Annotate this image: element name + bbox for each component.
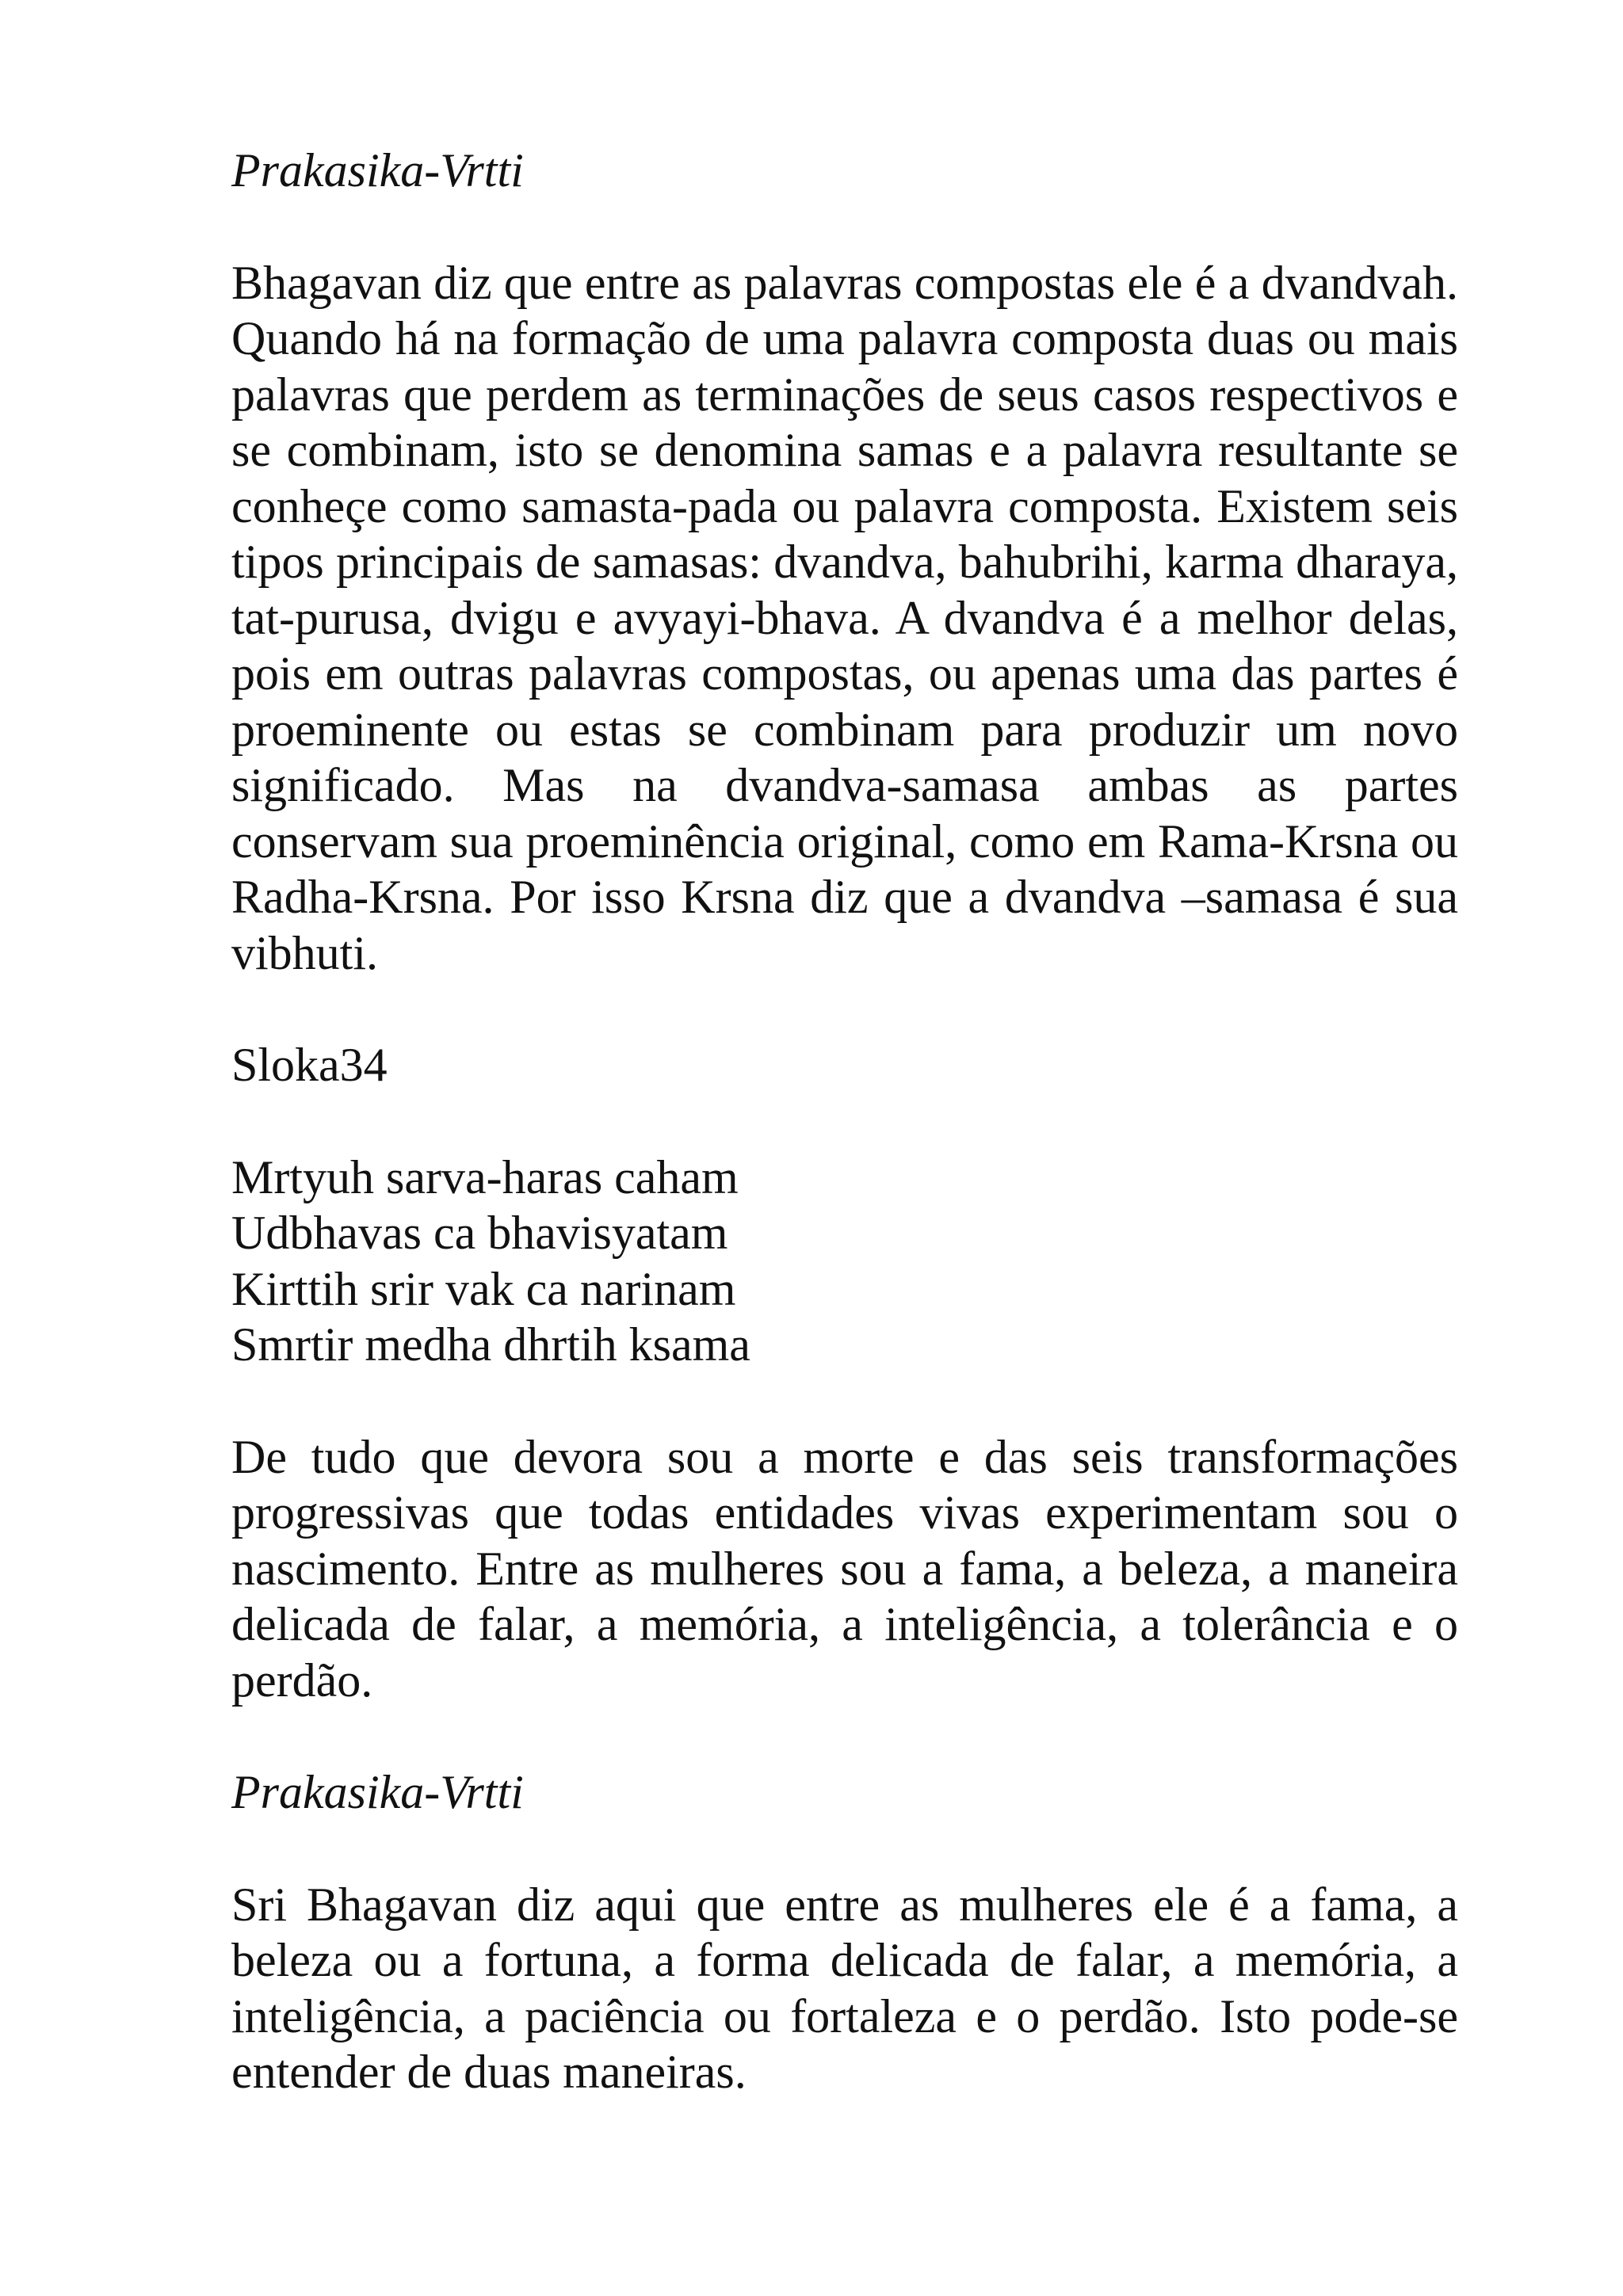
verse-line: Mrtyuh sarva-haras caham: [231, 1150, 739, 1203]
spacer: [231, 1373, 1458, 1429]
spacer: [231, 199, 1458, 255]
translation-paragraph: De tudo que devora sou a morte e das seis transformações progressivas que todas entidades vivas experimentam sou o nascimento. Entre as mulheres sou a fama, a beleza, a maneira delicada de falar, a memória, a inteligência, a tolerância e o perdão.: [231, 1430, 1458, 1707]
verse-line: Udbhavas ca bhavisyatam: [231, 1207, 728, 1259]
commentary-paragraph: Sri Bhagavan diz aqui que entre as mulheres ele é a fama, a beleza ou a fortuna, a forma delicada de falar, a memória, a inteligência, a paciência ou fortaleza e o perdão. Isto pode-se entender de duas maneiras.: [231, 1878, 1458, 2098]
document-page: [231, 143, 1458, 2100]
verse-line: Smrtir medha dhrtih ksama: [231, 1318, 750, 1371]
section-heading: Prakasika-Vrtti: [231, 1766, 524, 1818]
spacer: [231, 1821, 1458, 1877]
spacer: [231, 1093, 1458, 1150]
spacer: [231, 1708, 1458, 1764]
section-heading: Prakasika-Vrtti: [231, 144, 524, 196]
spacer: [231, 981, 1458, 1037]
verse-block: [231, 1150, 1458, 1373]
sloka-label: Sloka34: [231, 1039, 388, 1091]
verse-line: Kirttih srir vak ca narinam: [231, 1262, 736, 1315]
commentary-paragraph: Bhagavan diz que entre as palavras compostas ele é a dvandvah. Quando há na formação de uma palavra composta duas ou mais palavras que perdem as terminações de seus casos respectivos e se combinam, isto se denomina samas e a palavra resultante se conheçe como samasta-pada ou palavra composta. Existem seis tipos principais de samasas: dvandva, bahubrihi, karma dharaya, tat-purusa, dvigu e avyayi-bhava. A dvandva é a melhor delas, pois em outras palavras compostas, ou apenas uma das partes é proeminente ou estas se combinam para produzir um novo significado. Mas na dvandva-samasa ambas as partes conservam sua proeminência original, como em Rama-Krsna ou Radha-Krsna. Por isso Krsna diz que a dvandva –samasa é sua vibhuti.: [231, 256, 1458, 979]
